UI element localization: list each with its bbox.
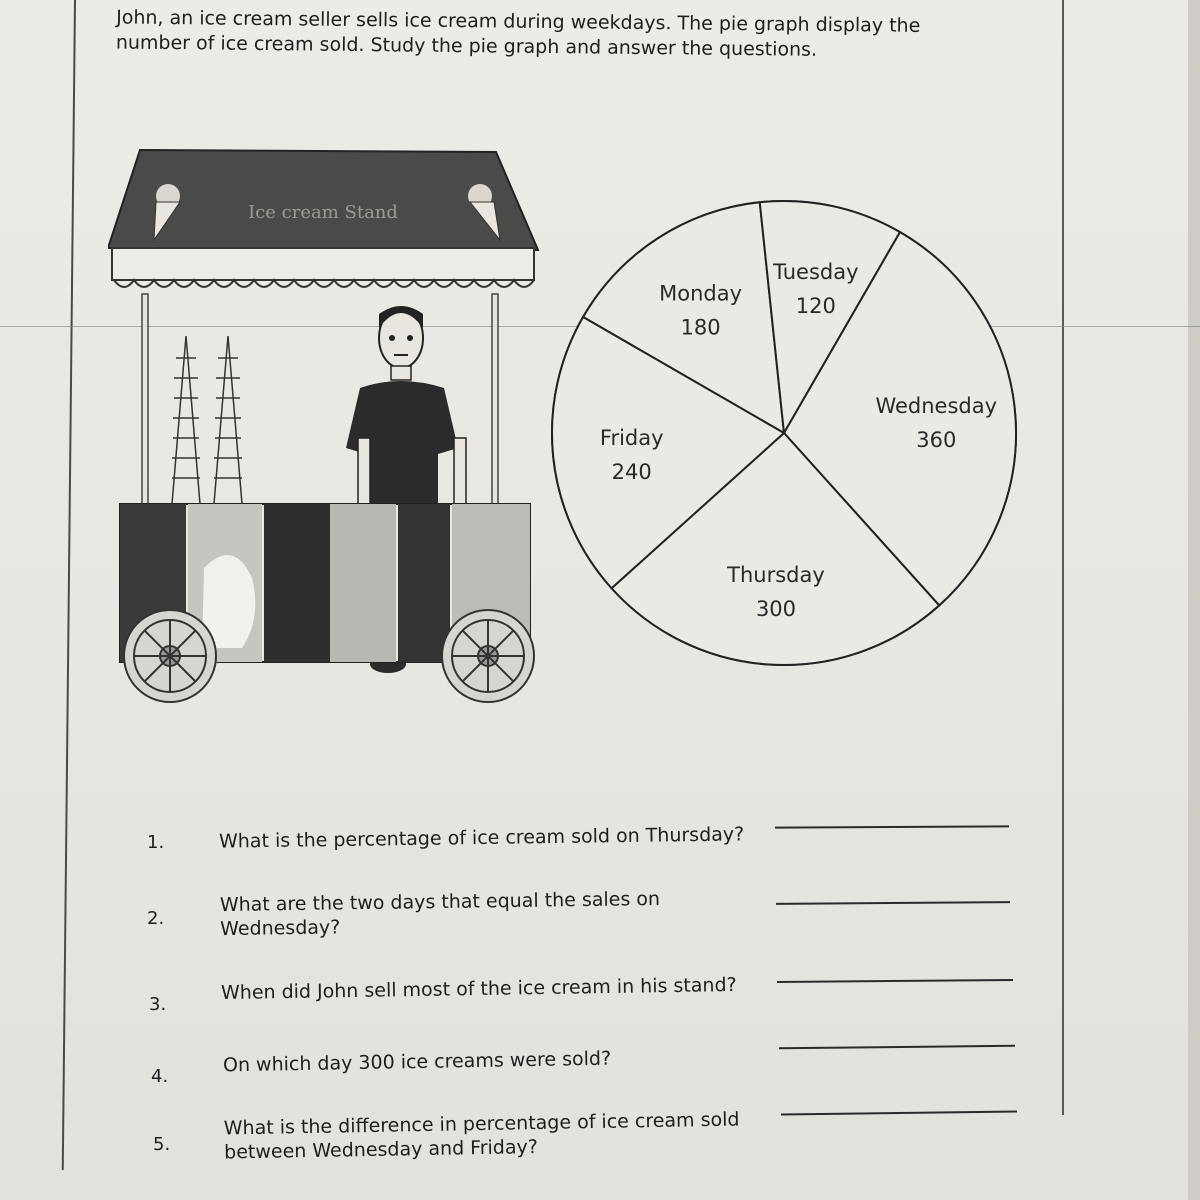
intro-line-1: John, an ice cream seller sells ice cream during weekdays. The pie graph display the: [116, 6, 921, 37]
question-line: What is the difference in percentage of ice cream sold: [223, 1108, 740, 1140]
question-number: 5.: [153, 1134, 171, 1155]
pie-value-thursday: 300: [755, 596, 797, 621]
question-number: 4.: [151, 1066, 169, 1087]
answer-blank[interactable]: [776, 901, 1010, 905]
answer-blank[interactable]: [779, 1045, 1015, 1049]
question-line: When did John sell most of the ice cream in his stand?: [220, 973, 737, 1005]
stand-pole-left: [142, 294, 148, 504]
awning-scallops: [114, 280, 534, 287]
question-line: What are the two days that equal the sales on: [219, 887, 661, 917]
question-line: What is the percentage of ice cream sold on Thursday?: [218, 823, 745, 853]
question-number: 1.: [147, 832, 165, 853]
pie-label-friday: Friday: [599, 426, 664, 451]
answer-blank[interactable]: [777, 979, 1013, 983]
cone-stack-icon-left: [172, 336, 200, 504]
question-text: [224, 1108, 741, 1171]
question-text: [219, 822, 744, 853]
question-text: [220, 887, 661, 941]
cone-stack-icon-right: [214, 336, 242, 504]
answer-blank[interactable]: [775, 825, 1009, 828]
pie-chart: [540, 190, 1030, 690]
wheel-right: [442, 610, 534, 702]
pie-label-wednesday: Wednesday: [875, 393, 998, 418]
pie-label-tuesday: Tuesday: [773, 260, 859, 285]
answer-blank[interactable]: [781, 1111, 1017, 1116]
question-text: [221, 973, 737, 1005]
question-line: On which day 300 ice creams were sold?: [222, 1047, 612, 1077]
wheel-left: [124, 610, 216, 702]
intro-line-2: number of ice cream sold. Study the pie graph and answer the questions.: [115, 31, 818, 61]
ice-cream-stand-illustration: [108, 148, 548, 708]
left-margin-line: [62, 0, 76, 1170]
question-number: 2.: [147, 908, 165, 929]
right-margin-line: [1062, 0, 1064, 1115]
pie-value-monday: 180: [680, 315, 721, 340]
question-text: [223, 1047, 611, 1078]
pie-label-thursday: Thursday: [727, 562, 825, 587]
stand-sign-text: Ice cream Stand: [248, 202, 398, 223]
question-number: 3.: [149, 994, 167, 1015]
pie-value-wednesday: 360: [916, 427, 957, 452]
pie-value-tuesday: 120: [795, 294, 836, 319]
question-line: between Wednesday and Friday?: [224, 1136, 539, 1164]
page-edge: [1188, 0, 1200, 1200]
stand-awning: [112, 248, 534, 280]
pie-label-monday: Monday: [659, 281, 743, 306]
pie-value-friday: 240: [611, 460, 652, 485]
question-line: Wednesday?: [220, 916, 341, 941]
stand-pole-right: [492, 294, 498, 504]
intro-paragraph: [116, 5, 986, 64]
